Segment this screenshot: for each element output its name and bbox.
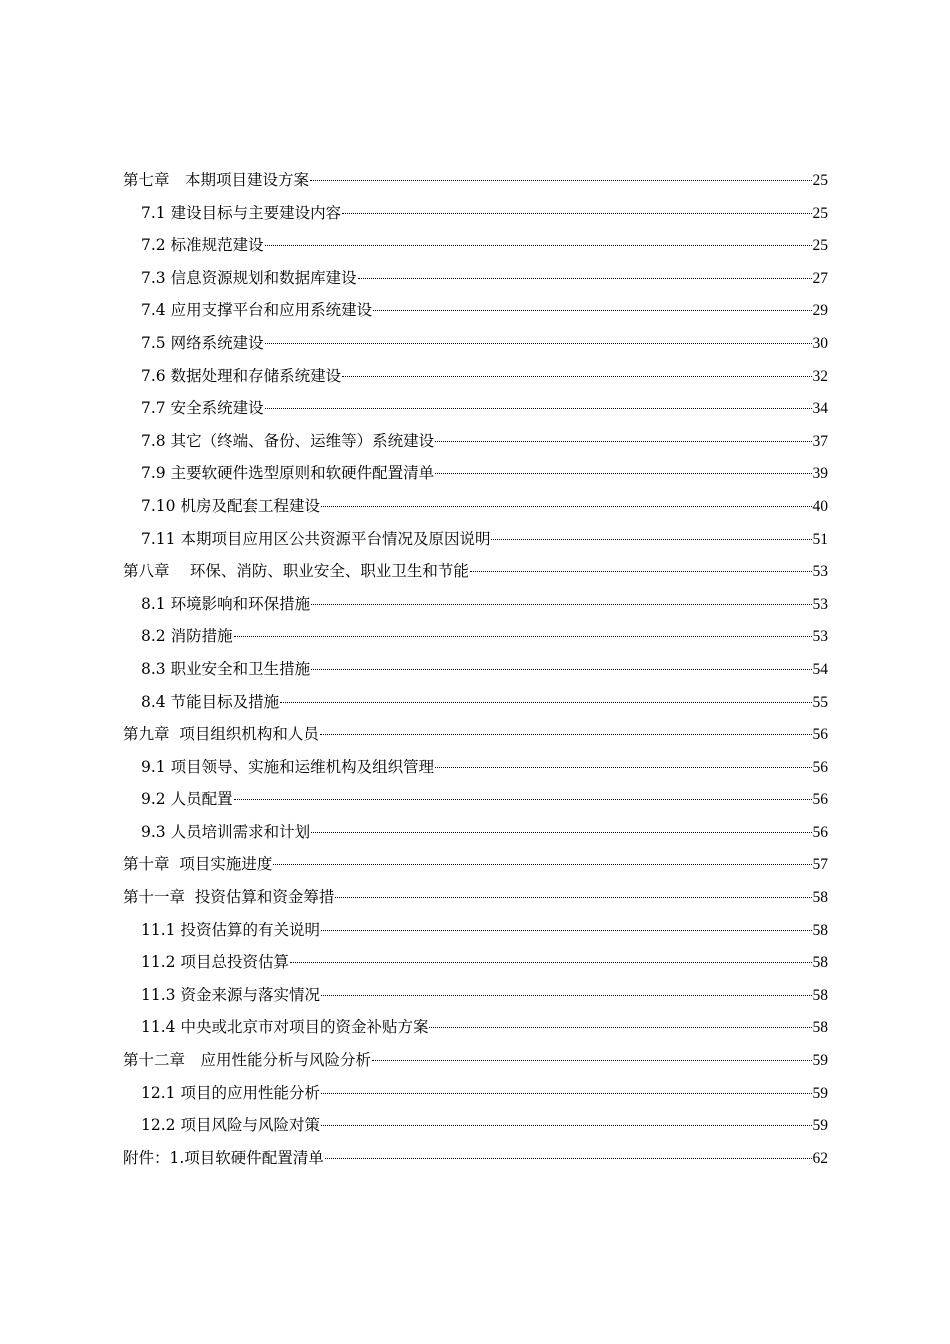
toc-dot-leader <box>358 278 812 279</box>
toc-chapter-entry[interactable] <box>123 883 828 916</box>
toc-dot-leader <box>311 832 811 833</box>
toc-dot-leader <box>320 734 812 735</box>
toc-dot-leader <box>321 995 812 996</box>
toc-dot-leader <box>435 767 811 768</box>
toc-page-number: 51 <box>812 530 828 548</box>
toc-page-number: 58 <box>812 889 828 907</box>
toc-page-number: 56 <box>812 758 828 776</box>
toc-section-entry[interactable] <box>123 688 828 721</box>
toc-page-number: 53 <box>812 563 828 581</box>
toc-page-number: 58 <box>812 1019 828 1037</box>
toc-section-entry[interactable] <box>123 427 828 460</box>
toc-entry-title: 第九章 项目组织机构和人员 <box>123 725 319 744</box>
toc-page-number: 58 <box>812 986 828 1004</box>
toc-entry-title: 7.2 标准规范建设 <box>141 236 264 255</box>
toc-page-number: 59 <box>812 1052 828 1070</box>
toc-dot-leader <box>435 441 811 442</box>
toc-page-number: 29 <box>812 302 828 320</box>
toc-page-number: 56 <box>812 791 828 809</box>
toc-page-number: 27 <box>812 269 828 287</box>
toc-page-number: 53 <box>812 595 828 613</box>
toc-page-number: 62 <box>812 1149 828 1167</box>
toc-dot-leader <box>342 376 811 377</box>
toc-dot-leader <box>373 310 811 311</box>
toc-page-number: 39 <box>812 465 828 483</box>
toc-chapter-entry[interactable] <box>123 557 828 590</box>
toc-list <box>123 166 828 1176</box>
toc-entry-title: 8.3 职业安全和卫生措施 <box>141 659 311 678</box>
toc-dot-leader <box>280 702 811 703</box>
toc-section-entry[interactable] <box>123 590 828 623</box>
toc-section-entry[interactable] <box>123 655 828 688</box>
toc-dot-leader <box>321 930 812 931</box>
toc-entry-title: 11.2 项目总投资估算 <box>141 953 289 972</box>
toc-entry-title: 8.2 消防措施 <box>141 627 233 646</box>
toc-entry-title: 8.1 环境影响和环保措施 <box>141 594 311 613</box>
toc-chapter-entry[interactable] <box>123 850 828 883</box>
toc-page-number: 37 <box>812 432 828 450</box>
toc-chapter-entry[interactable] <box>123 1144 828 1177</box>
toc-section-entry[interactable] <box>123 329 828 362</box>
toc-chapter-entry[interactable] <box>123 1046 828 1079</box>
toc-dot-leader <box>470 571 812 572</box>
toc-entry-title: 9.1 项目领导、实施和运维机构及组织管理 <box>141 757 435 776</box>
toc-section-entry[interactable] <box>123 362 828 395</box>
toc-dot-leader <box>265 408 812 409</box>
toc-page-number: 58 <box>812 921 828 939</box>
toc-chapter-entry[interactable] <box>123 166 828 199</box>
toc-page-number: 58 <box>812 954 828 972</box>
toc-dot-leader <box>372 1060 811 1061</box>
toc-page-number: 55 <box>812 693 828 711</box>
toc-dot-leader <box>335 897 811 898</box>
toc-entry-title: 第八章 环保、消防、职业安全、职业卫生和节能 <box>123 562 469 581</box>
toc-entry-title: 9.2 人员配置 <box>141 790 233 809</box>
toc-entry-title: 9.3 人员培训需求和计划 <box>141 822 311 841</box>
toc-entry-title: 8.4 节能目标及措施 <box>141 692 280 711</box>
toc-page-number: 56 <box>812 823 828 841</box>
toc-section-entry[interactable] <box>123 753 828 786</box>
toc-section-entry[interactable] <box>123 525 828 558</box>
toc-page-number: 57 <box>812 856 828 874</box>
toc-entry-title: 第十二章 应用性能分析与风险分析 <box>123 1051 372 1070</box>
toc-dot-leader <box>311 669 811 670</box>
toc-dot-leader <box>429 1027 811 1028</box>
toc-dot-leader <box>310 180 811 181</box>
toc-section-entry[interactable] <box>123 199 828 232</box>
toc-section-entry[interactable] <box>123 264 828 297</box>
toc-section-entry[interactable] <box>123 231 828 264</box>
toc-entry-title: 附件：1.项目软硬件配置清单 <box>123 1148 324 1167</box>
toc-entry-title: 11.1 投资估算的有关说明 <box>141 920 320 939</box>
toc-entry-title: 7.5 网络系统建设 <box>141 333 264 352</box>
toc-section-entry[interactable] <box>123 1111 828 1144</box>
toc-entry-title: 7.3 信息资源规划和数据库建设 <box>141 268 357 287</box>
toc-section-entry[interactable] <box>123 785 828 818</box>
toc-dot-leader <box>311 604 811 605</box>
toc-dot-leader <box>435 473 811 474</box>
toc-page-number: 25 <box>812 204 828 222</box>
toc-dot-leader <box>234 636 812 637</box>
toc-page-number: 54 <box>812 660 828 678</box>
toc-dot-leader <box>290 962 812 963</box>
toc-entry-title: 7.9 主要软硬件选型原则和软硬件配置清单 <box>141 464 435 483</box>
toc-page-number: 59 <box>812 1117 828 1135</box>
toc-section-entry[interactable] <box>123 948 828 981</box>
toc-entry-title: 7.4 应用支撑平台和应用系统建设 <box>141 301 373 320</box>
toc-page-number: 53 <box>812 628 828 646</box>
toc-section-entry[interactable] <box>123 818 828 851</box>
toc-section-entry[interactable] <box>123 296 828 329</box>
toc-entry-title: 12.1 项目的应用性能分析 <box>141 1083 320 1102</box>
toc-entry-title: 7.8 其它（终端、备份、运维等）系统建设 <box>141 431 435 450</box>
toc-section-entry[interactable] <box>123 1013 828 1046</box>
toc-entry-title: 7.7 安全系统建设 <box>141 399 264 418</box>
toc-entry-title: 7.1 建设目标与主要建设内容 <box>141 203 342 222</box>
toc-page-number: 30 <box>812 334 828 352</box>
toc-dot-leader <box>265 245 812 246</box>
toc-entry-title: 第十章 项目实施进度 <box>123 855 273 874</box>
toc-entry-title: 第十一章 投资估算和资金筹措 <box>123 888 335 907</box>
toc-page-number: 59 <box>812 1084 828 1102</box>
toc-entry-title: 11.3 资金来源与落实情况 <box>141 985 320 1004</box>
toc-dot-leader <box>342 213 811 214</box>
table-of-contents <box>123 166 828 1176</box>
toc-dot-leader <box>491 539 811 540</box>
toc-page-number: 25 <box>812 172 828 189</box>
toc-dot-leader <box>273 864 811 865</box>
toc-page-number: 32 <box>812 367 828 385</box>
toc-section-entry[interactable] <box>123 916 828 949</box>
toc-dot-leader <box>265 343 812 344</box>
toc-page-number: 40 <box>812 497 828 515</box>
toc-dot-leader <box>321 506 812 507</box>
toc-dot-leader <box>321 1125 812 1126</box>
toc-page-number: 25 <box>812 237 828 255</box>
toc-entry-title: 7.10 机房及配套工程建设 <box>141 496 320 515</box>
toc-page-number: 34 <box>812 400 828 418</box>
toc-section-entry[interactable] <box>123 622 828 655</box>
toc-entry-title: 12.2 项目风险与风险对策 <box>141 1116 320 1135</box>
toc-section-entry[interactable] <box>123 394 828 427</box>
toc-entry-title: 第七章 本期项目建设方案 <box>123 171 310 189</box>
toc-dot-leader <box>325 1158 812 1159</box>
toc-section-entry[interactable] <box>123 459 828 492</box>
toc-chapter-entry[interactable] <box>123 720 828 753</box>
toc-dot-leader <box>234 799 812 800</box>
toc-dot-leader <box>321 1093 812 1094</box>
toc-section-entry[interactable] <box>123 981 828 1014</box>
toc-entry-title: 11.4 中央或北京市对项目的资金补贴方案 <box>141 1018 429 1037</box>
toc-entry-title: 7.6 数据处理和存储系统建设 <box>141 366 342 385</box>
toc-section-entry[interactable] <box>123 492 828 525</box>
toc-entry-title: 7.11 本期项目应用区公共资源平台情况及原因说明 <box>141 529 491 548</box>
toc-section-entry[interactable] <box>123 1079 828 1112</box>
toc-page-number: 56 <box>812 726 828 744</box>
